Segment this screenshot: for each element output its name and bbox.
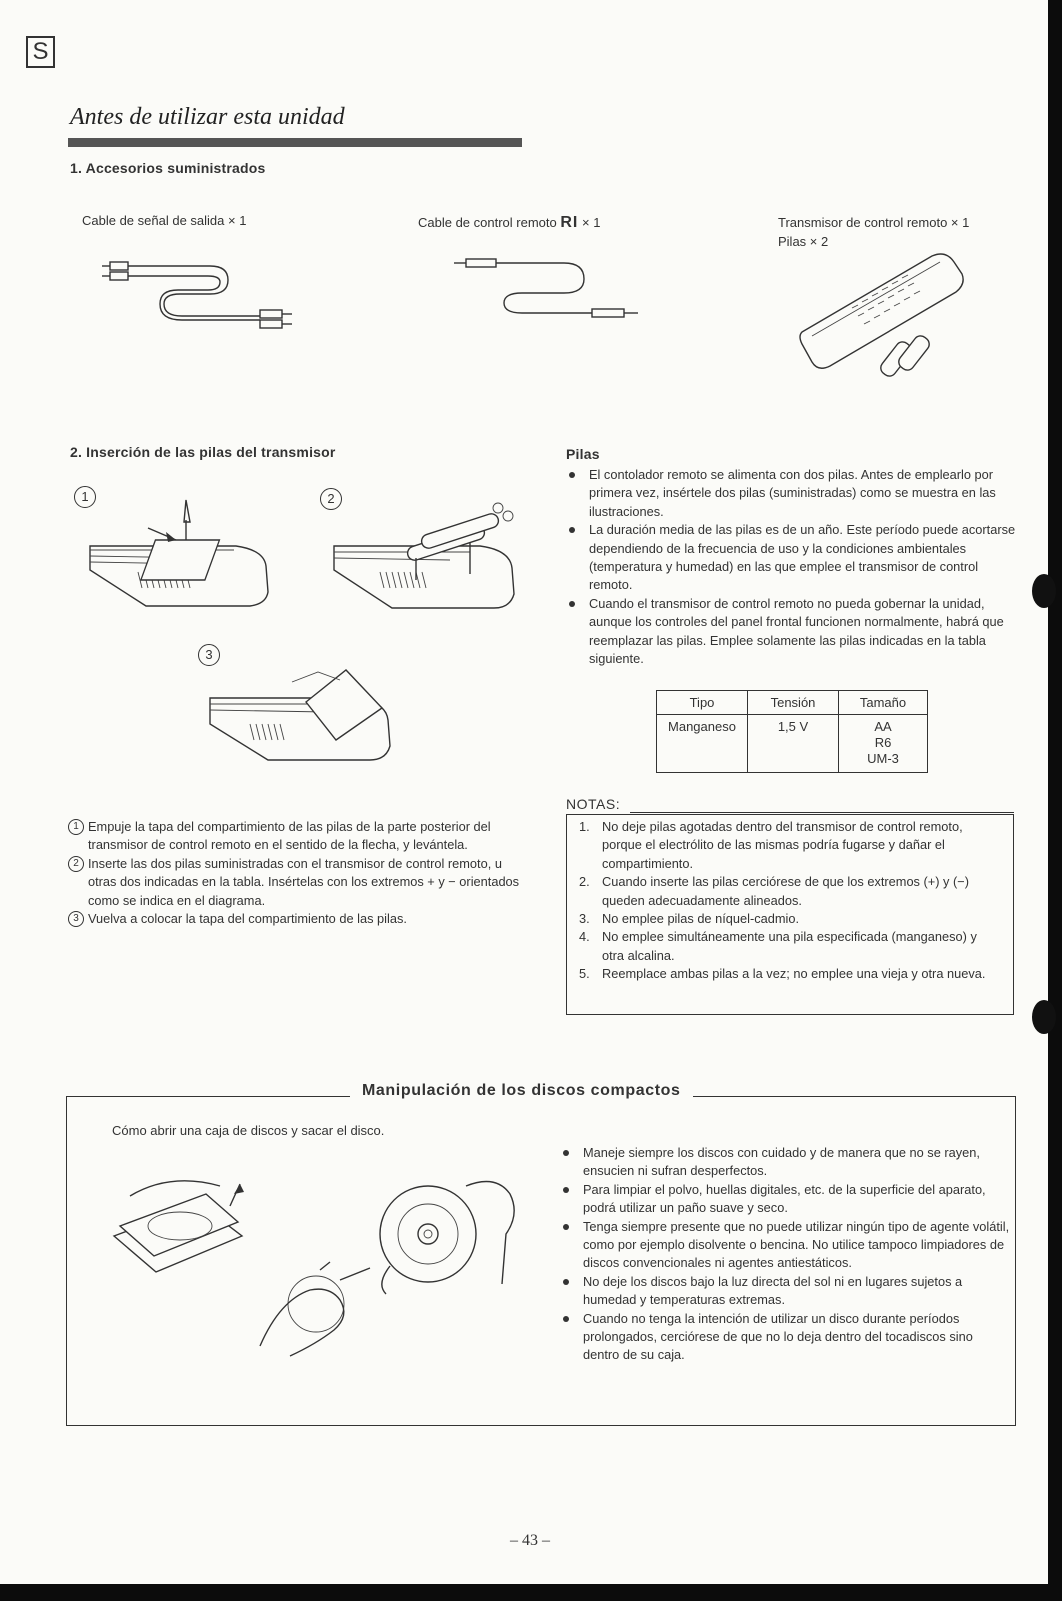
tamano-um3: UM-3	[867, 751, 899, 766]
note-number-1: 1.	[579, 819, 590, 834]
pilas-bullet-3: Cuando el transmisor de control remoto no pueda gobernar la unidad, aunque los controles del panel frontal funcionen normalmente, habrá que reemplazar las pilas. Emplee solamente las pilas indicadas en la tabla siguiente.	[566, 595, 1018, 669]
table-header-tipo: Tipo	[657, 691, 748, 715]
accessory-remote-cable-count: × 1	[582, 215, 601, 230]
tamano-r6: R6	[874, 735, 892, 750]
table-row	[657, 715, 928, 773]
cd-case-opening-figure	[110, 1176, 270, 1276]
battery-steps-list	[68, 818, 520, 928]
pilas-heading: Pilas	[566, 446, 600, 462]
step-text-3: Vuelva a colocar la tapa del compartimiento de las pilas.	[88, 911, 407, 927]
note-number-2: 2.	[579, 874, 590, 890]
cd-handling-heading: Manipulación de los discos compactos	[350, 1082, 693, 1100]
language-badge: S	[26, 36, 55, 68]
figure-label-1: 1	[74, 486, 96, 508]
figure-label-3: 3	[198, 644, 220, 666]
remote-transmitter-icon	[800, 248, 970, 378]
step-text-2: Inserte las dos pilas suministradas con el transmisor de control remoto, u otras dos indicadas en la tabla. Insértelas con los extremos + y − orientados como se indica en el diagrama.	[88, 855, 520, 908]
cd-bullet-3: Tenga siempre presente que no puede utilizar ningún tipo de agente volátil, como por ejemplo disolvente o bencina. No utilice tampoco limpiadores de discos convencionales ni agentes antiestáticos.	[560, 1218, 1012, 1273]
note-text-1: No deje pilas agotadas dentro del transmisor de control remoto, porque el electrólito de las mismas podría fugarse y dañar el compartimiento.	[602, 819, 963, 871]
binder-hole-mark	[1032, 1000, 1056, 1034]
tamano-aa: AA	[874, 719, 892, 734]
battery-spec-table	[656, 690, 928, 773]
step-text-1: Empuje la tapa del compartimiento de las pilas de la parte posterior del transmisor de control remoto en el sentido de la flecha, y levántela.	[88, 819, 491, 853]
battery-insertion-heading: 2. Inserción de las pilas del transmisor	[70, 444, 336, 460]
note-text-3: No emplee pilas de níquel-cadmio.	[602, 911, 800, 927]
accessories-heading: 1. Accesorios suministrados	[70, 160, 266, 176]
binder-hole-mark	[1032, 574, 1056, 608]
remote-cover-closed-figure	[206, 662, 406, 772]
cd-handling-caption: Cómo abrir una caja de discos y sacar el disco.	[112, 1123, 385, 1138]
accessory-output-cable-label: Cable de señal de salida × 1	[82, 213, 247, 228]
accessory-remote-cable-label	[418, 214, 600, 232]
battery-step-2	[68, 855, 520, 910]
cd-bullet-1: Maneje siempre los discos con cuidado y de manera que no se rayen, ensucien ni sufran desperfectos.	[560, 1144, 1012, 1181]
table-cell-tamano	[839, 715, 928, 773]
notes-heading-rule	[630, 812, 1014, 813]
cd-holding-figure	[376, 1174, 526, 1294]
note-5	[566, 965, 1002, 983]
ri-symbol: RI	[560, 214, 579, 231]
notes-heading: NOTAS:	[566, 796, 621, 812]
step-number-3: 3	[68, 911, 84, 927]
remote-control-cable-icon	[452, 255, 642, 325]
accessory-transmitter-label: Transmisor de control remoto × 1	[778, 215, 970, 230]
note-2	[566, 873, 1002, 910]
note-1	[566, 818, 1002, 873]
note-text-4: No emplee simultáneamente una pila especificada (manganeso) y otra alcalina.	[602, 929, 977, 963]
cd-bullet-5: Cuando no tenga la intención de utilizar un disco durante períodos prolongados, cerciórese de que no lo deja dentro del tocadiscos sino dentro de su caja.	[560, 1310, 1012, 1365]
cd-bullet-2: Para limpiar el polvo, huellas digitales, etc. de la superficie del aparato, podrá utilizar un paño suave y seco.	[560, 1181, 1012, 1218]
page-number: – 43 –	[510, 1532, 550, 1549]
pilas-bullets	[566, 466, 1018, 668]
cd-handling-bullets	[560, 1144, 1012, 1365]
table-cell-tension: 1,5 V	[748, 715, 839, 773]
notes-list	[566, 818, 1002, 984]
cd-removal-hand-figure	[250, 1260, 380, 1370]
note-text-2: Cuando inserte las pilas cerciórese de que los extremos (+) y (−) queden adecuadamente alineados.	[602, 874, 970, 908]
pilas-bullet-1: El contolador remoto se alimenta con dos pilas. Antes de emplearlo por primera vez, insértele dos pilas (suministradas) como se muestra en las ilustraciones.	[566, 466, 1018, 521]
scan-edge-right	[1048, 0, 1062, 1601]
note-number-5: 5.	[579, 966, 590, 982]
table-cell-tipo: Manganeso	[657, 715, 748, 773]
step-number-2: 2	[68, 856, 84, 872]
battery-step-1	[68, 818, 520, 855]
table-header-tension: Tensión	[748, 691, 839, 715]
note-number-3: 3.	[579, 911, 590, 927]
table-header-row	[657, 691, 928, 715]
remote-batteries-inserted-figure	[330, 500, 530, 620]
table-header-tamano: Tamaño	[839, 691, 928, 715]
scan-edge-bottom	[0, 1584, 1062, 1601]
figure-label-2: 2	[320, 488, 342, 510]
pilas-bullet-2: La duración media de las pilas es de un año. Este período puede acortarse dependiendo de la frecuencia de uso y la condiciones ambientales (temperatura y humedad) en las que emplee el transmisor de control remoto.	[566, 521, 1018, 595]
note-4	[566, 928, 1002, 965]
step-number-1: 1	[68, 819, 84, 835]
remote-cover-open-figure	[86, 500, 276, 620]
note-number-4: 4.	[579, 929, 590, 945]
note-3	[566, 910, 1002, 928]
title-underline-bar	[68, 138, 522, 147]
battery-step-3	[68, 910, 520, 928]
rca-cable-icon	[100, 250, 300, 330]
note-text-5: Reemplace ambas pilas a la vez; no emplee una vieja y otra nueva.	[602, 966, 986, 982]
accessory-batteries-label: Pilas × 2	[778, 234, 829, 249]
cd-bullet-4: No deje los discos bajo la luz directa del sol ni en lugares sujetos a humedad y temperaturas extremas.	[560, 1273, 1012, 1310]
page-title: Antes de utilizar esta unidad	[70, 104, 345, 130]
accessory-remote-cable-text: Cable de control remoto	[418, 215, 557, 230]
